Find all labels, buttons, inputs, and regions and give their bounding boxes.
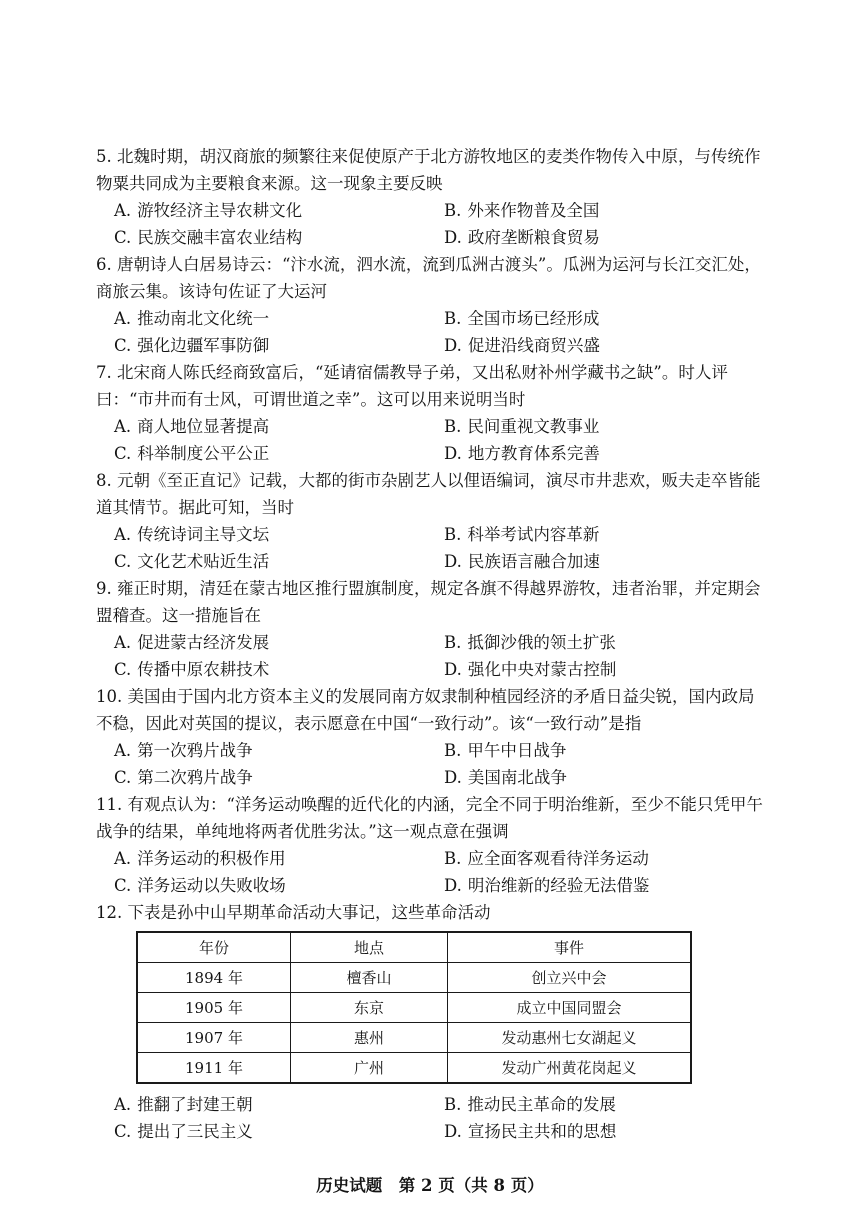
option-b: B. 科举考试内容革新 [444,525,600,544]
question-12 [96,899,768,926]
option-a: A. 第一次鸦片战争 [114,741,253,760]
cell-event: 发动广州黄花岗起义 [448,1053,692,1084]
option-a: A. 推动南北文化统一 [114,309,270,328]
option-b: B. 应全面客观看待洋务运动 [444,849,649,868]
cell-place: 东京 [291,993,448,1023]
option-b: B. 甲午中日战争 [444,741,567,760]
option-a: A. 洋务运动的积极作用 [114,849,286,868]
option-b: B. 民间重视文教事业 [444,417,600,436]
options [96,629,768,683]
cell-year: 1894 年 [137,963,291,993]
question-7 [96,359,768,467]
options [96,845,768,899]
option-b: B. 推动民主革命的发展 [444,1095,616,1114]
cell-event: 发动惠州七女湖起义 [448,1023,692,1053]
header-place: 地点 [291,932,448,963]
option-b: B. 全国市场已经形成 [444,309,600,328]
option-c: C. 传播中原农耕技术 [114,660,270,679]
option-c: C. 强化边疆军事防御 [114,336,270,355]
options [96,413,768,467]
question-12-options [96,1091,768,1145]
table-row [137,963,691,993]
option-d: D. 明治维新的经验无法借鉴 [444,876,650,895]
option-d: D. 宣扬民主共和的思想 [444,1122,617,1141]
option-d: D. 美国南北战争 [444,768,567,787]
cell-event: 成立中国同盟会 [448,993,692,1023]
table-row [137,1053,691,1084]
option-c: C. 民族交融丰富农业结构 [114,228,303,247]
question-5 [96,143,768,251]
question-stem: 6. 唐朝诗人白居易诗云：“汴水流，泗水流，流到瓜洲古渡头”。瓜洲为运河与长江交汇处，商旅云集。该诗句佐证了大运河 [96,255,761,301]
question-8 [96,467,768,575]
question-stem: 11. 有观点认为：“洋务运动唤醒的近代化的内涵，完全不同于明治维新，至少不能只凭甲午战争的结果，单纯地将两者优胜劣汰。”这一观点意在强调 [96,795,763,841]
options [96,737,768,791]
option-d: D. 政府垄断粮食贸易 [444,228,600,247]
table-header-row [137,932,691,963]
option-a: A. 推翻了封建王朝 [114,1095,253,1114]
options [96,197,768,251]
question-stem: 7. 北宋商人陈氏经商致富后，“延请宿儒教导子弟，又出私财补州学藏书之缺”。时人评曰：“市井而有士风，可谓世道之幸”。这可以用来说明当时 [96,363,728,409]
option-c: C. 第二次鸦片战争 [114,768,253,787]
option-d: D. 强化中央对蒙古控制 [444,660,617,679]
option-d: D. 地方教育体系完善 [444,444,600,463]
option-b: B. 外来作物普及全国 [444,201,600,220]
question-stem: 9. 雍正时期，清廷在蒙古地区推行盟旗制度，规定各旗不得越界游牧，违者治罪，并定期会盟稽查。这一措施旨在 [96,579,761,625]
cell-place: 檀香山 [291,963,448,993]
sun-yatsen-events-table [136,931,692,1084]
option-a: A. 促进蒙古经济发展 [114,633,270,652]
option-c: C. 科举制度公平公正 [114,444,270,463]
cell-year: 1907 年 [137,1023,291,1053]
options [96,521,768,575]
option-c: C. 提出了三民主义 [114,1122,253,1141]
options [96,305,768,359]
cell-place: 惠州 [291,1023,448,1053]
option-d: D. 民族语言融合加速 [444,552,600,571]
table-row [137,1023,691,1053]
header-event: 事件 [448,932,692,963]
options [96,1091,768,1145]
cell-place: 广州 [291,1053,448,1084]
option-a: A. 传统诗词主导文坛 [114,525,270,544]
header-year: 年份 [137,932,291,963]
question-stem: 12. 下表是孙中山早期革命活动大事记，这些革命活动 [96,903,491,922]
option-a: A. 游牧经济主导农耕文化 [114,201,303,220]
page-footer: 历史试题 第 2 页（共 8 页） [316,1176,544,1195]
cell-year: 1905 年 [137,993,291,1023]
question-9 [96,575,768,683]
question-10 [96,683,768,791]
question-stem: 8. 元朝《至正直记》记载，大都的街市杂剧艺人以俚语编词，演尽市井悲欢，贩夫走卒皆能道其情节。据此可知，当时 [96,471,761,517]
option-c: C. 文化艺术贴近生活 [114,552,270,571]
option-d: D. 促进沿线商贸兴盛 [444,336,600,355]
option-a: A. 商人地位显著提高 [114,417,270,436]
option-b: B. 抵御沙俄的领土扩张 [444,633,616,652]
question-stem: 10. 美国由于国内北方资本主义的发展同南方奴隶制种植园经济的矛盾日益尖锐，国内政局不稳，因此对英国的提议，表示愿意在中国“一致行动”。该“一致行动”是指 [96,687,755,733]
question-stem: 5. 北魏时期，胡汉商旅的频繁往来促使原产于北方游牧地区的麦类作物传入中原，与传统作物粟共同成为主要粮食来源。这一现象主要反映 [96,147,761,193]
cell-year: 1911 年 [137,1053,291,1084]
question-6 [96,251,768,359]
question-11 [96,791,768,899]
table-row [137,993,691,1023]
cell-event: 创立兴中会 [448,963,692,993]
option-c: C. 洋务运动以失败收场 [114,876,286,895]
